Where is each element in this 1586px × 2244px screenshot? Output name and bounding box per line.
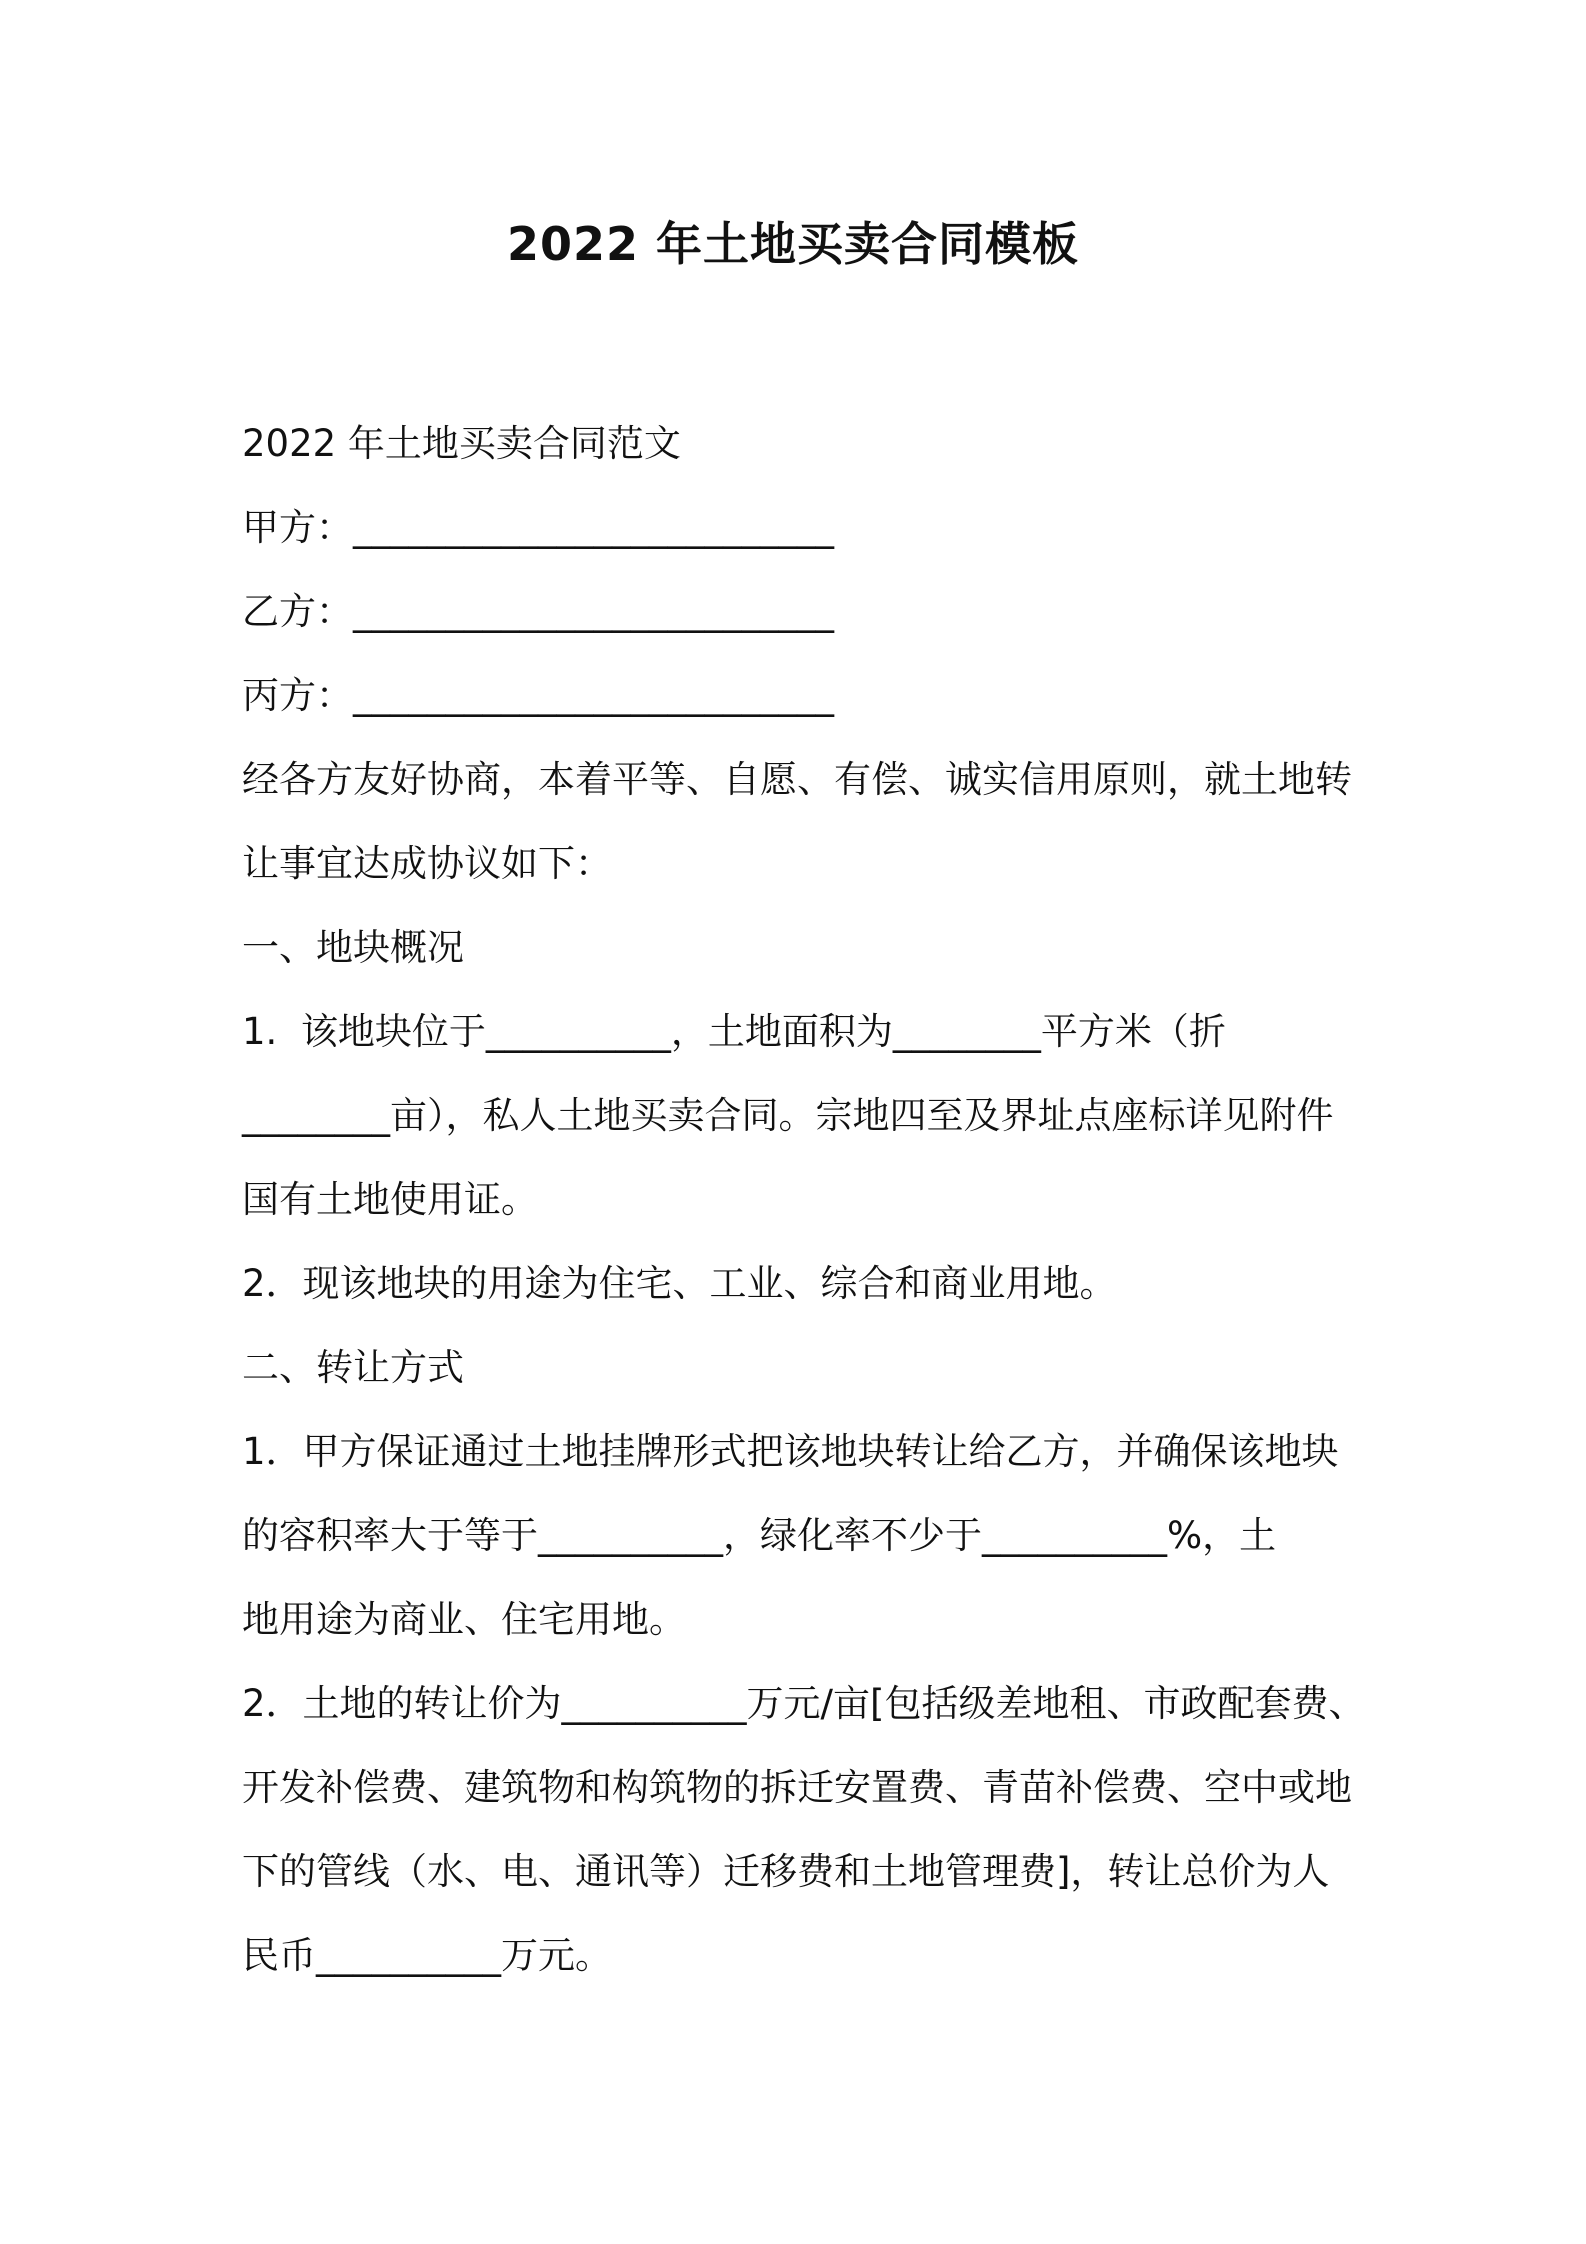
section-heading-2: 二、转让方式 [242,1346,464,1389]
party-a-line: 甲方：__________________________ [242,506,834,549]
clause-1-1-line-1: 1. 该地块位于__________，土地面积为________平方米（折 [242,1010,1226,1053]
preamble-line-1: 经各方友好协商，本着平等、自愿、有偿、诚实信用原则，就土地转 [242,758,1352,801]
document-body [242,402,1366,1998]
subtitle-line: 2022 年土地买卖合同范文 [242,422,681,465]
clause-2-2-line-4: 民币__________万元。 [242,1934,612,1977]
clause-2-2-line-2: 开发补偿费、建筑物和构筑物的拆迁安置费、青苗补偿费、空中或地 [242,1766,1352,1809]
document-title: 2022 年土地买卖合同模板 [506,217,1080,271]
clause-2-2-line-3: 下的管线（水、电、通讯等）迁移费和土地管理费]，转让总价为人 [242,1850,1330,1893]
section-heading-1: 一、地块概况 [242,926,464,969]
clause-1-2-line-1: 2．现该地块的用途为住宅、工业、综合和商业用地。 [242,1262,1117,1305]
party-c-line: 丙方：__________________________ [242,674,834,717]
clause-2-1-line-2: 的容积率大于等于__________，绿化率不少于__________%，土 [242,1514,1277,1557]
clause-1-1-line-3: 国有土地使用证。 [242,1178,538,1221]
clause-2-2-line-1: 2．土地的转让价为__________万元/亩[包括级差地租、市政配套费、 [242,1682,1366,1725]
party-b-line: 乙方：__________________________ [242,590,834,633]
preamble-line-2: 让事宜达成协议如下： [242,842,612,885]
clause-1-1-line-2: ________亩），私人土地买卖合同。宗地四至及界址点座标详见附件 [242,1094,1334,1137]
clause-2-1-line-3: 地用途为商业、住宅用地。 [242,1598,686,1641]
clause-2-1-line-1: 1．甲方保证通过土地挂牌形式把该地块转让给乙方，并确保该地块 [242,1430,1339,1473]
